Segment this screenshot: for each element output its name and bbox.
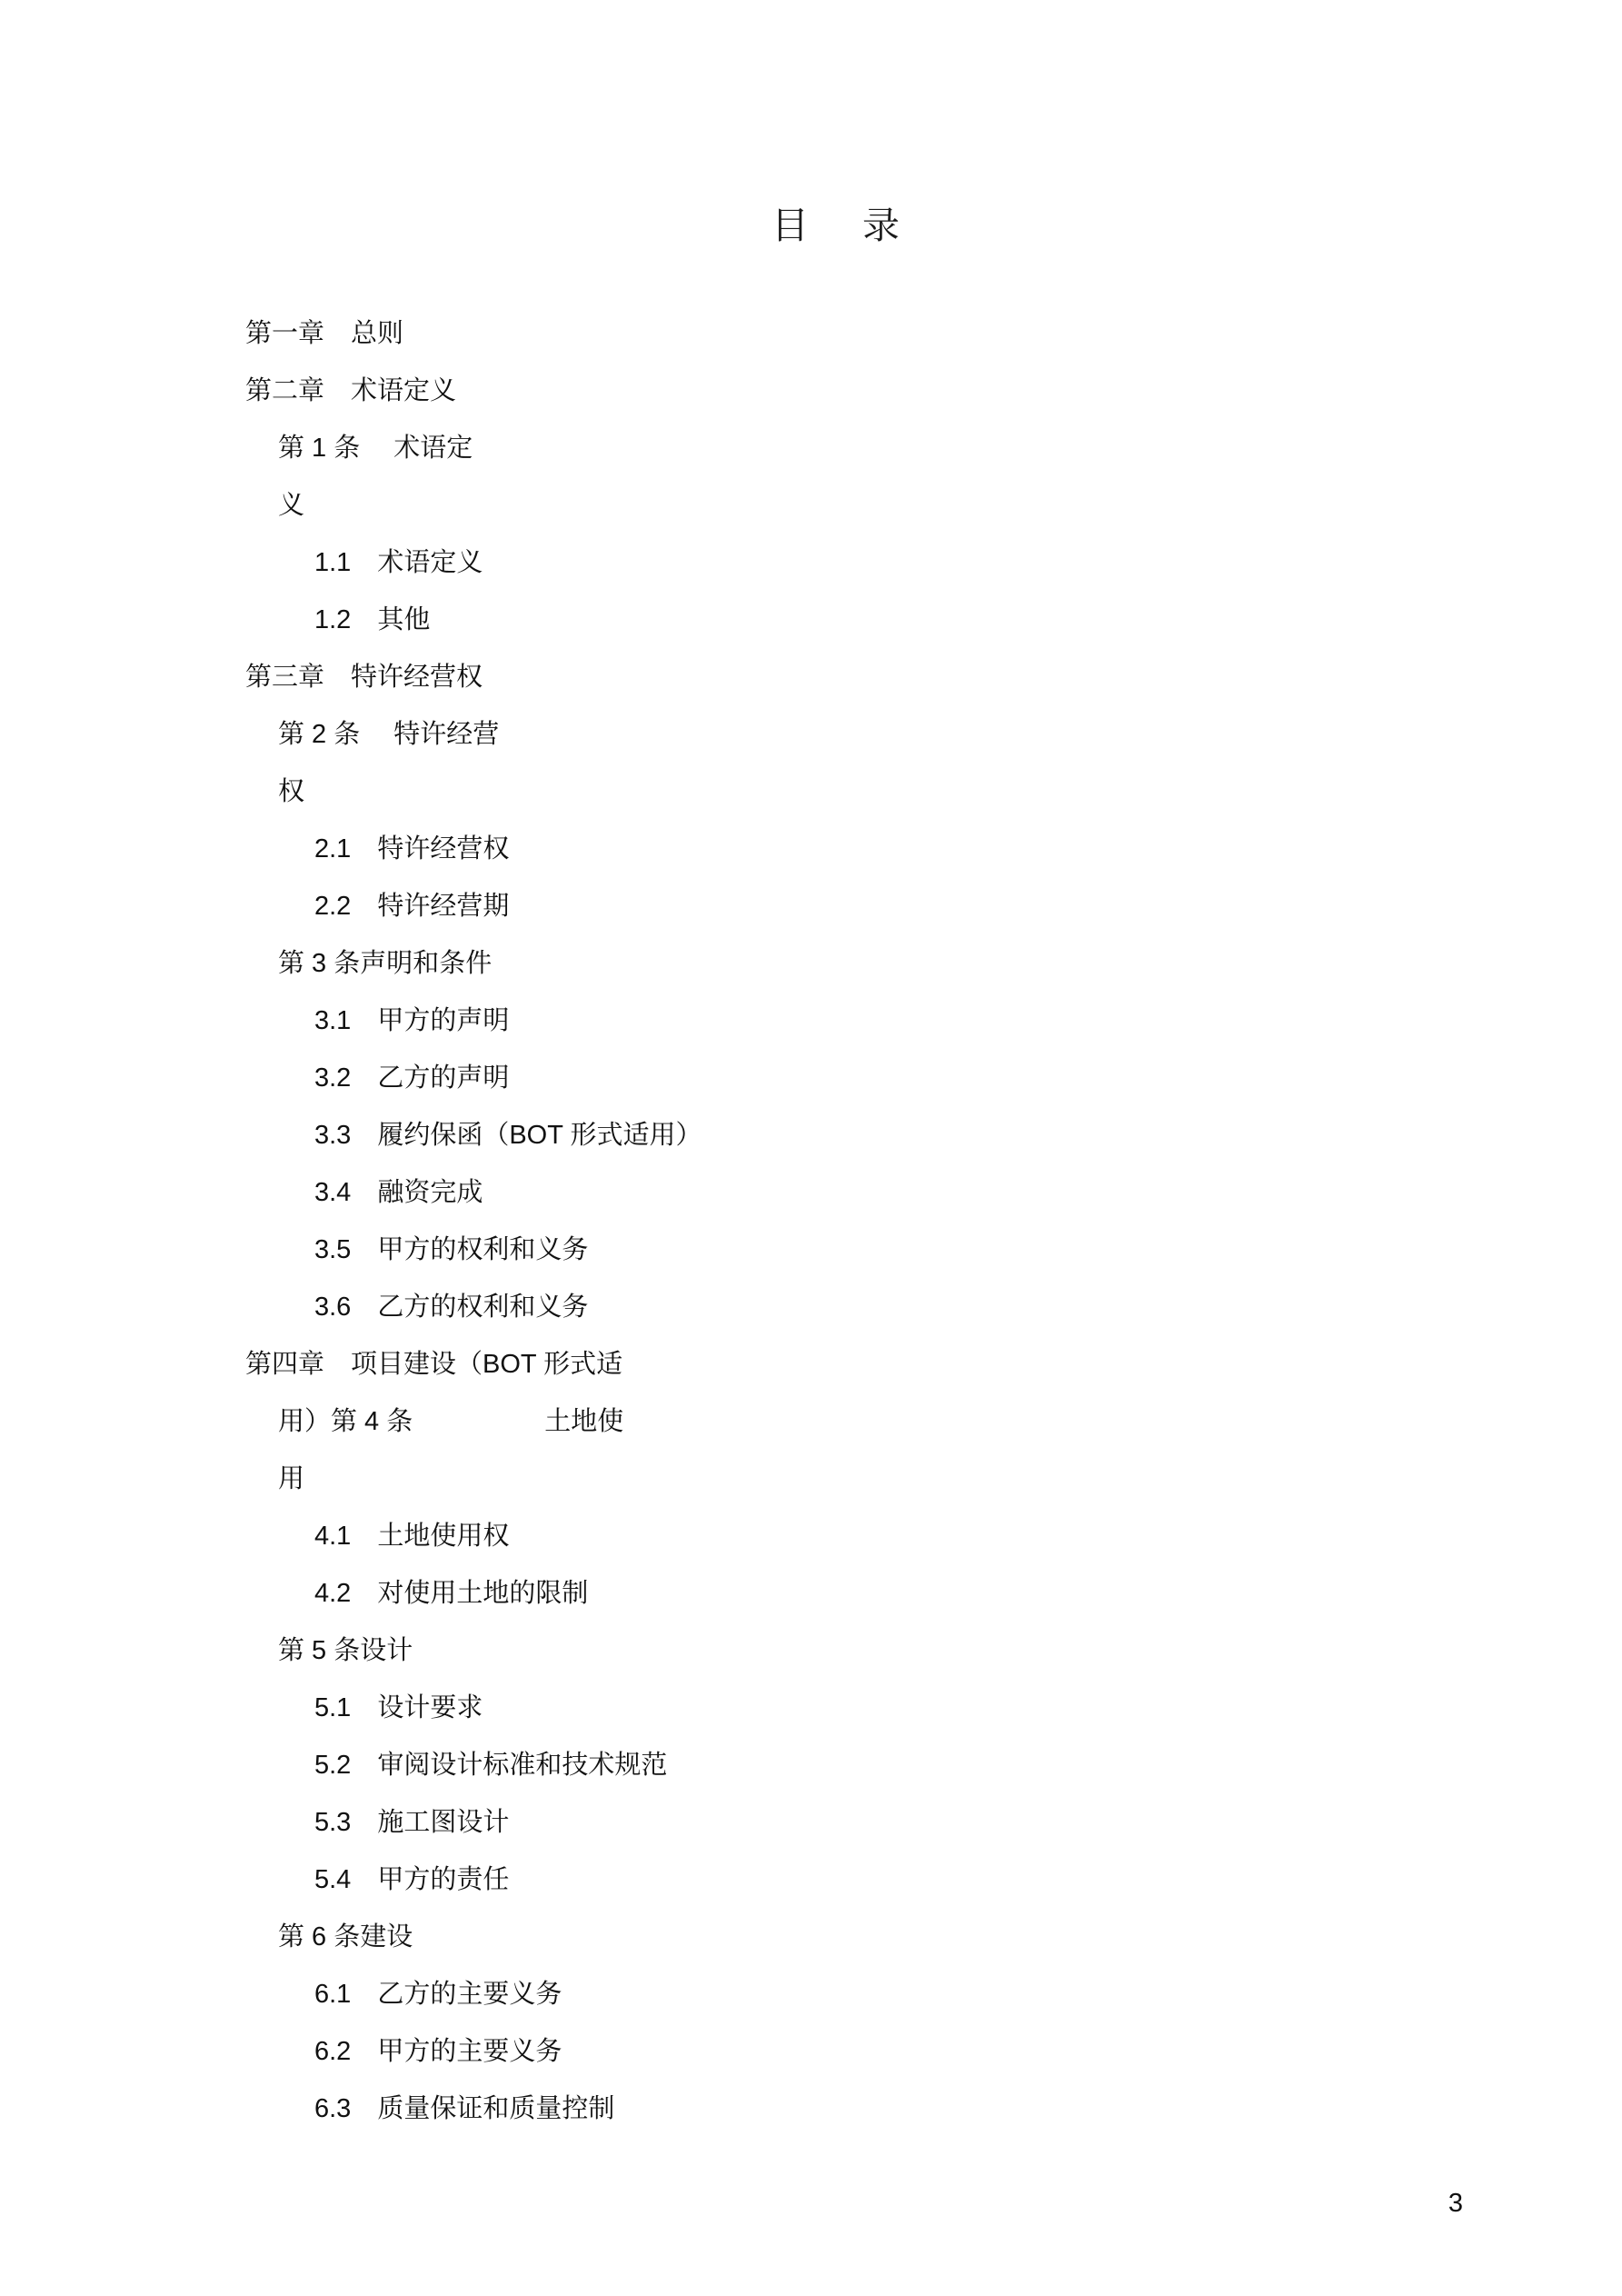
toc-entry: 6.2 甲方的主要义务 <box>314 2037 562 2066</box>
toc-entry: 第 1 条 术语定 <box>278 434 473 463</box>
toc-entry: 5.2 审阅设计标准和技术规范 <box>314 1751 668 1780</box>
toc-entry: 2.1 特许经营权 <box>314 834 510 863</box>
toc-entry: 3.4 融资完成 <box>314 1178 483 1207</box>
toc-container <box>245 195 1408 2138</box>
toc-entry: 4.2 对使用土地的限制 <box>314 1579 589 1608</box>
toc-entry: 5.3 施工图设计 <box>314 1808 510 1837</box>
toc-entry: 6.3 质量保证和质量控制 <box>314 2094 615 2123</box>
toc-entry: 第 2 条 特许经营 <box>278 720 500 749</box>
toc-entry: 第三章 特许经营权 <box>245 663 483 692</box>
toc-entry: 3.2 乙方的声明 <box>314 1063 510 1093</box>
page-title: 目 录 <box>771 205 909 246</box>
toc-entry: 第 3 条声明和条件 <box>278 949 493 978</box>
toc-entry: 4.1 土地使用权 <box>314 1522 510 1551</box>
toc-entry: 第 6 条建设 <box>278 1922 413 1952</box>
toc-entry: 第二章 术语定义 <box>245 376 457 405</box>
toc-entry: 第一章 总则 <box>245 319 404 348</box>
toc-entry-continuation: 用）第 4 条 土地使 <box>278 1407 624 1436</box>
toc-entry: 3.5 甲方的权利和义务 <box>314 1235 589 1264</box>
toc-entry: 1.2 其他 <box>314 605 431 634</box>
toc-entry: 5.1 设计要求 <box>314 1693 483 1722</box>
page-number: 3 <box>1448 2189 1463 2218</box>
toc-entry-continuation: 用 <box>278 1464 305 1493</box>
toc-entry: 6.1 乙方的主要义务 <box>314 1980 562 2009</box>
toc-entry: 第 5 条设计 <box>278 1636 413 1665</box>
toc-entry: 3.3 履约保函（BOT 形式适用） <box>314 1121 702 1150</box>
toc-entry: 3.6 乙方的权利和义务 <box>314 1293 589 1322</box>
toc-list <box>245 305 1408 2138</box>
toc-entry: 1.1 术语定义 <box>314 548 483 577</box>
toc-entry-continuation: 义 <box>278 491 305 520</box>
toc-entry: 第四章 项目建设（BOT 形式适 <box>245 1350 623 1379</box>
toc-entry: 3.1 甲方的声明 <box>314 1006 510 1035</box>
toc-entry: 2.2 特许经营期 <box>314 892 510 921</box>
toc-entry: 5.4 甲方的责任 <box>314 1865 510 1894</box>
toc-entry-continuation: 权 <box>278 777 305 806</box>
